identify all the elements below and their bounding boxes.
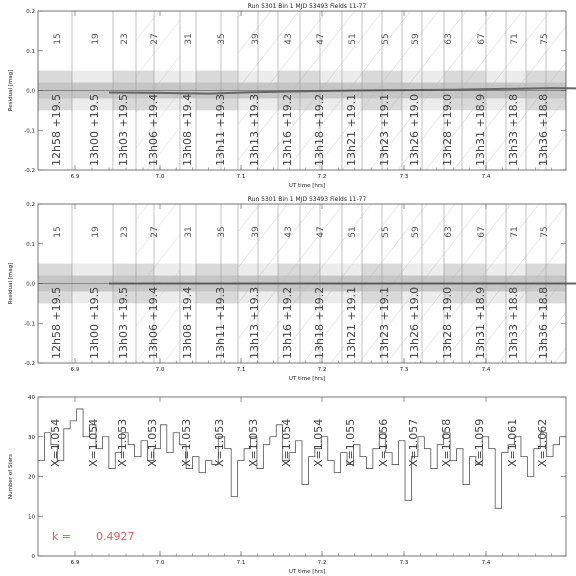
y-tick-label: 0.1 <box>26 241 35 248</box>
y-tick-label: -0.1 <box>24 321 35 328</box>
airmass-label: X=1.056 <box>377 418 390 467</box>
field-number-label: 23 <box>120 33 130 45</box>
chart-panel-1 <box>8 3 576 189</box>
field-coord-label: 13h18 +19.2 <box>313 93 326 166</box>
y-tick-label: 40 <box>28 395 35 401</box>
airmass-label: X=1.053 <box>247 418 260 467</box>
field-number-label: 31 <box>184 226 194 238</box>
field-coord-label: 13h21 +19.1 <box>345 286 358 359</box>
field-coord-label: 13h28 +19.0 <box>441 286 454 359</box>
x-tick-label: 7.0 <box>155 174 165 180</box>
field-number-label: 51 <box>348 226 358 238</box>
field-number-label: 39 <box>251 33 261 45</box>
y-tick-label: 0.1 <box>26 48 35 55</box>
x-tick-label: 7.0 <box>155 560 165 566</box>
airmass-label: X=1.053 <box>116 418 129 467</box>
airmass-label: X=1.053 <box>213 418 226 467</box>
field-number-label: 63 <box>444 226 454 238</box>
field-number-label: 67 <box>477 33 487 45</box>
airmass-label: X=1.057 <box>407 418 420 467</box>
field-number-label: 35 <box>217 33 227 45</box>
x-axis-label: UT time [hrs] <box>288 376 326 382</box>
y-tick-label: 10 <box>28 514 35 521</box>
x-tick-label: 6.9 <box>70 174 80 180</box>
x-axis-label: UT time [hrs] <box>288 183 326 189</box>
field-number-label: 31 <box>184 33 194 45</box>
field-coord-label: 13h00 +19.5 <box>88 93 101 166</box>
field-coord-label: 13h08 +19.4 <box>181 93 194 166</box>
field-number-label: 35 <box>217 226 227 238</box>
field-coord-label: 13h28 +19.0 <box>441 93 454 166</box>
airmass-label: X=1.054 <box>49 418 62 467</box>
chart-panel-3 <box>8 395 566 575</box>
field-coord-label: 13h26 +19.0 <box>408 286 421 359</box>
airmass-label: X=1.055 <box>344 418 357 467</box>
x-axis-label: UT time [hrs] <box>288 569 326 575</box>
field-number-label: 71 <box>510 226 520 238</box>
airmass-label: X=1.053 <box>146 418 159 467</box>
field-coord-label: 13h36 +18.8 <box>537 93 550 166</box>
field-coord-label: 13h11 +19.3 <box>214 286 227 359</box>
x-tick-label: 7.2 <box>317 367 327 373</box>
airmass-label: X=1.054 <box>280 418 293 467</box>
field-coord-label: 13h06 +19.4 <box>147 286 160 359</box>
field-number-label: 39 <box>251 226 261 238</box>
field-number-label: 27 <box>150 33 160 45</box>
field-coord-label: 13h13 +19.3 <box>248 286 261 359</box>
field-coord-label: 13h31 +18.9 <box>474 286 487 359</box>
x-tick-label: 7.1 <box>236 367 246 373</box>
field-number-label: 55 <box>381 33 391 45</box>
field-number-label: 27 <box>150 226 160 238</box>
x-tick-label: 7.2 <box>317 174 327 180</box>
panel-title: Run 5301 Bin 1 MJD 53493 Fields 11-77 <box>247 196 367 203</box>
field-coord-label: 13h03 +19.5 <box>117 93 130 166</box>
field-coord-label: 13h36 +18.8 <box>537 286 550 359</box>
k-label: k = <box>52 530 72 543</box>
x-tick-label: 7.3 <box>399 367 409 373</box>
field-number-label: 75 <box>540 226 550 238</box>
y-tick-label: 20 <box>28 474 35 481</box>
field-number-label: 75 <box>540 33 550 45</box>
field-number-label: 51 <box>348 33 358 45</box>
field-number-label: 15 <box>53 226 63 238</box>
field-number-label: 67 <box>477 226 487 238</box>
y-tick-label: 0.2 <box>26 9 35 15</box>
field-coord-label: 13h21 +19.1 <box>345 93 358 166</box>
field-number-label: 71 <box>510 33 520 45</box>
field-coord-label: 12h58 +19.5 <box>50 93 63 166</box>
y-axis-label: Residual [mag] <box>8 262 14 305</box>
field-number-label: 55 <box>381 226 391 238</box>
x-tick-label: 7.0 <box>155 367 165 373</box>
airmass-label: X=1.053 <box>180 418 193 467</box>
airmass-label: X=1.058 <box>440 418 453 467</box>
x-tick-label: 6.9 <box>70 367 80 373</box>
y-tick-label: 0 <box>31 554 35 560</box>
field-coord-label: 13h03 +19.5 <box>117 286 130 359</box>
airmass-label: X=1.054 <box>87 418 100 467</box>
y-tick-label: 0.2 <box>26 202 35 208</box>
y-tick-label: 0.0 <box>26 281 35 288</box>
field-number-label: 43 <box>284 33 294 45</box>
y-tick-label: 0.0 <box>26 88 35 95</box>
field-coord-label: 13h13 +19.3 <box>248 93 261 166</box>
field-coord-label: 13h16 +19.2 <box>281 286 294 359</box>
airmass-label: X=1.061 <box>506 418 519 467</box>
x-tick-label: 7.3 <box>399 174 409 180</box>
y-tick-label: 30 <box>28 434 35 441</box>
y-tick-label: -0.2 <box>24 361 35 367</box>
field-coord-label: 13h26 +19.0 <box>408 93 421 166</box>
k-value: 0.4927 <box>96 530 135 543</box>
field-coord-label: 13h33 +18.8 <box>507 93 520 166</box>
y-tick-label: -0.2 <box>24 168 35 174</box>
airmass-label: X=1.059 <box>473 418 486 467</box>
x-tick-label: 7.4 <box>481 367 491 373</box>
field-number-label: 23 <box>120 226 130 238</box>
x-tick-label: 6.9 <box>70 560 80 566</box>
field-coord-label: 13h23 +19.1 <box>378 93 391 166</box>
field-coord-label: 13h00 +19.5 <box>88 286 101 359</box>
field-number-label: 59 <box>411 33 421 45</box>
field-coord-label: 13h23 +19.1 <box>378 286 391 359</box>
y-tick-label: -0.1 <box>24 128 35 135</box>
field-coord-label: 13h06 +19.4 <box>147 93 160 166</box>
field-number-label: 59 <box>411 226 421 238</box>
x-tick-label: 7.1 <box>236 174 246 180</box>
field-coord-label: 12h58 +19.5 <box>50 286 63 359</box>
field-coord-label: 13h33 +18.8 <box>507 286 520 359</box>
field-number-label: 19 <box>91 226 101 238</box>
y-axis-label: Residual [mag] <box>8 69 14 112</box>
field-number-label: 19 <box>91 33 101 45</box>
field-number-label: 43 <box>284 226 294 238</box>
field-coord-label: 13h08 +19.4 <box>181 286 194 359</box>
airmass-label: X=1.062 <box>536 418 549 467</box>
panel-title: Run 5301 Bin 1 MJD 53493 Fields 11-77 <box>247 3 367 10</box>
field-coord-label: 13h18 +19.2 <box>313 286 326 359</box>
field-coord-label: 13h31 +18.9 <box>474 93 487 166</box>
field-coord-label: 13h11 +19.3 <box>214 93 227 166</box>
x-tick-label: 7.4 <box>481 560 491 566</box>
chart-panel-2 <box>8 196 576 382</box>
field-number-label: 63 <box>444 33 454 45</box>
field-coord-label: 13h16 +19.2 <box>281 93 294 166</box>
x-tick-label: 7.1 <box>236 560 246 566</box>
field-number-label: 15 <box>53 33 63 45</box>
x-tick-label: 7.3 <box>399 560 409 566</box>
airmass-label: X=1.054 <box>312 418 325 467</box>
y-axis-label: Number of Stars <box>8 453 14 500</box>
x-tick-label: 7.2 <box>317 560 327 566</box>
field-number-label: 47 <box>316 226 326 238</box>
x-tick-label: 7.4 <box>481 174 491 180</box>
field-number-label: 47 <box>316 33 326 45</box>
